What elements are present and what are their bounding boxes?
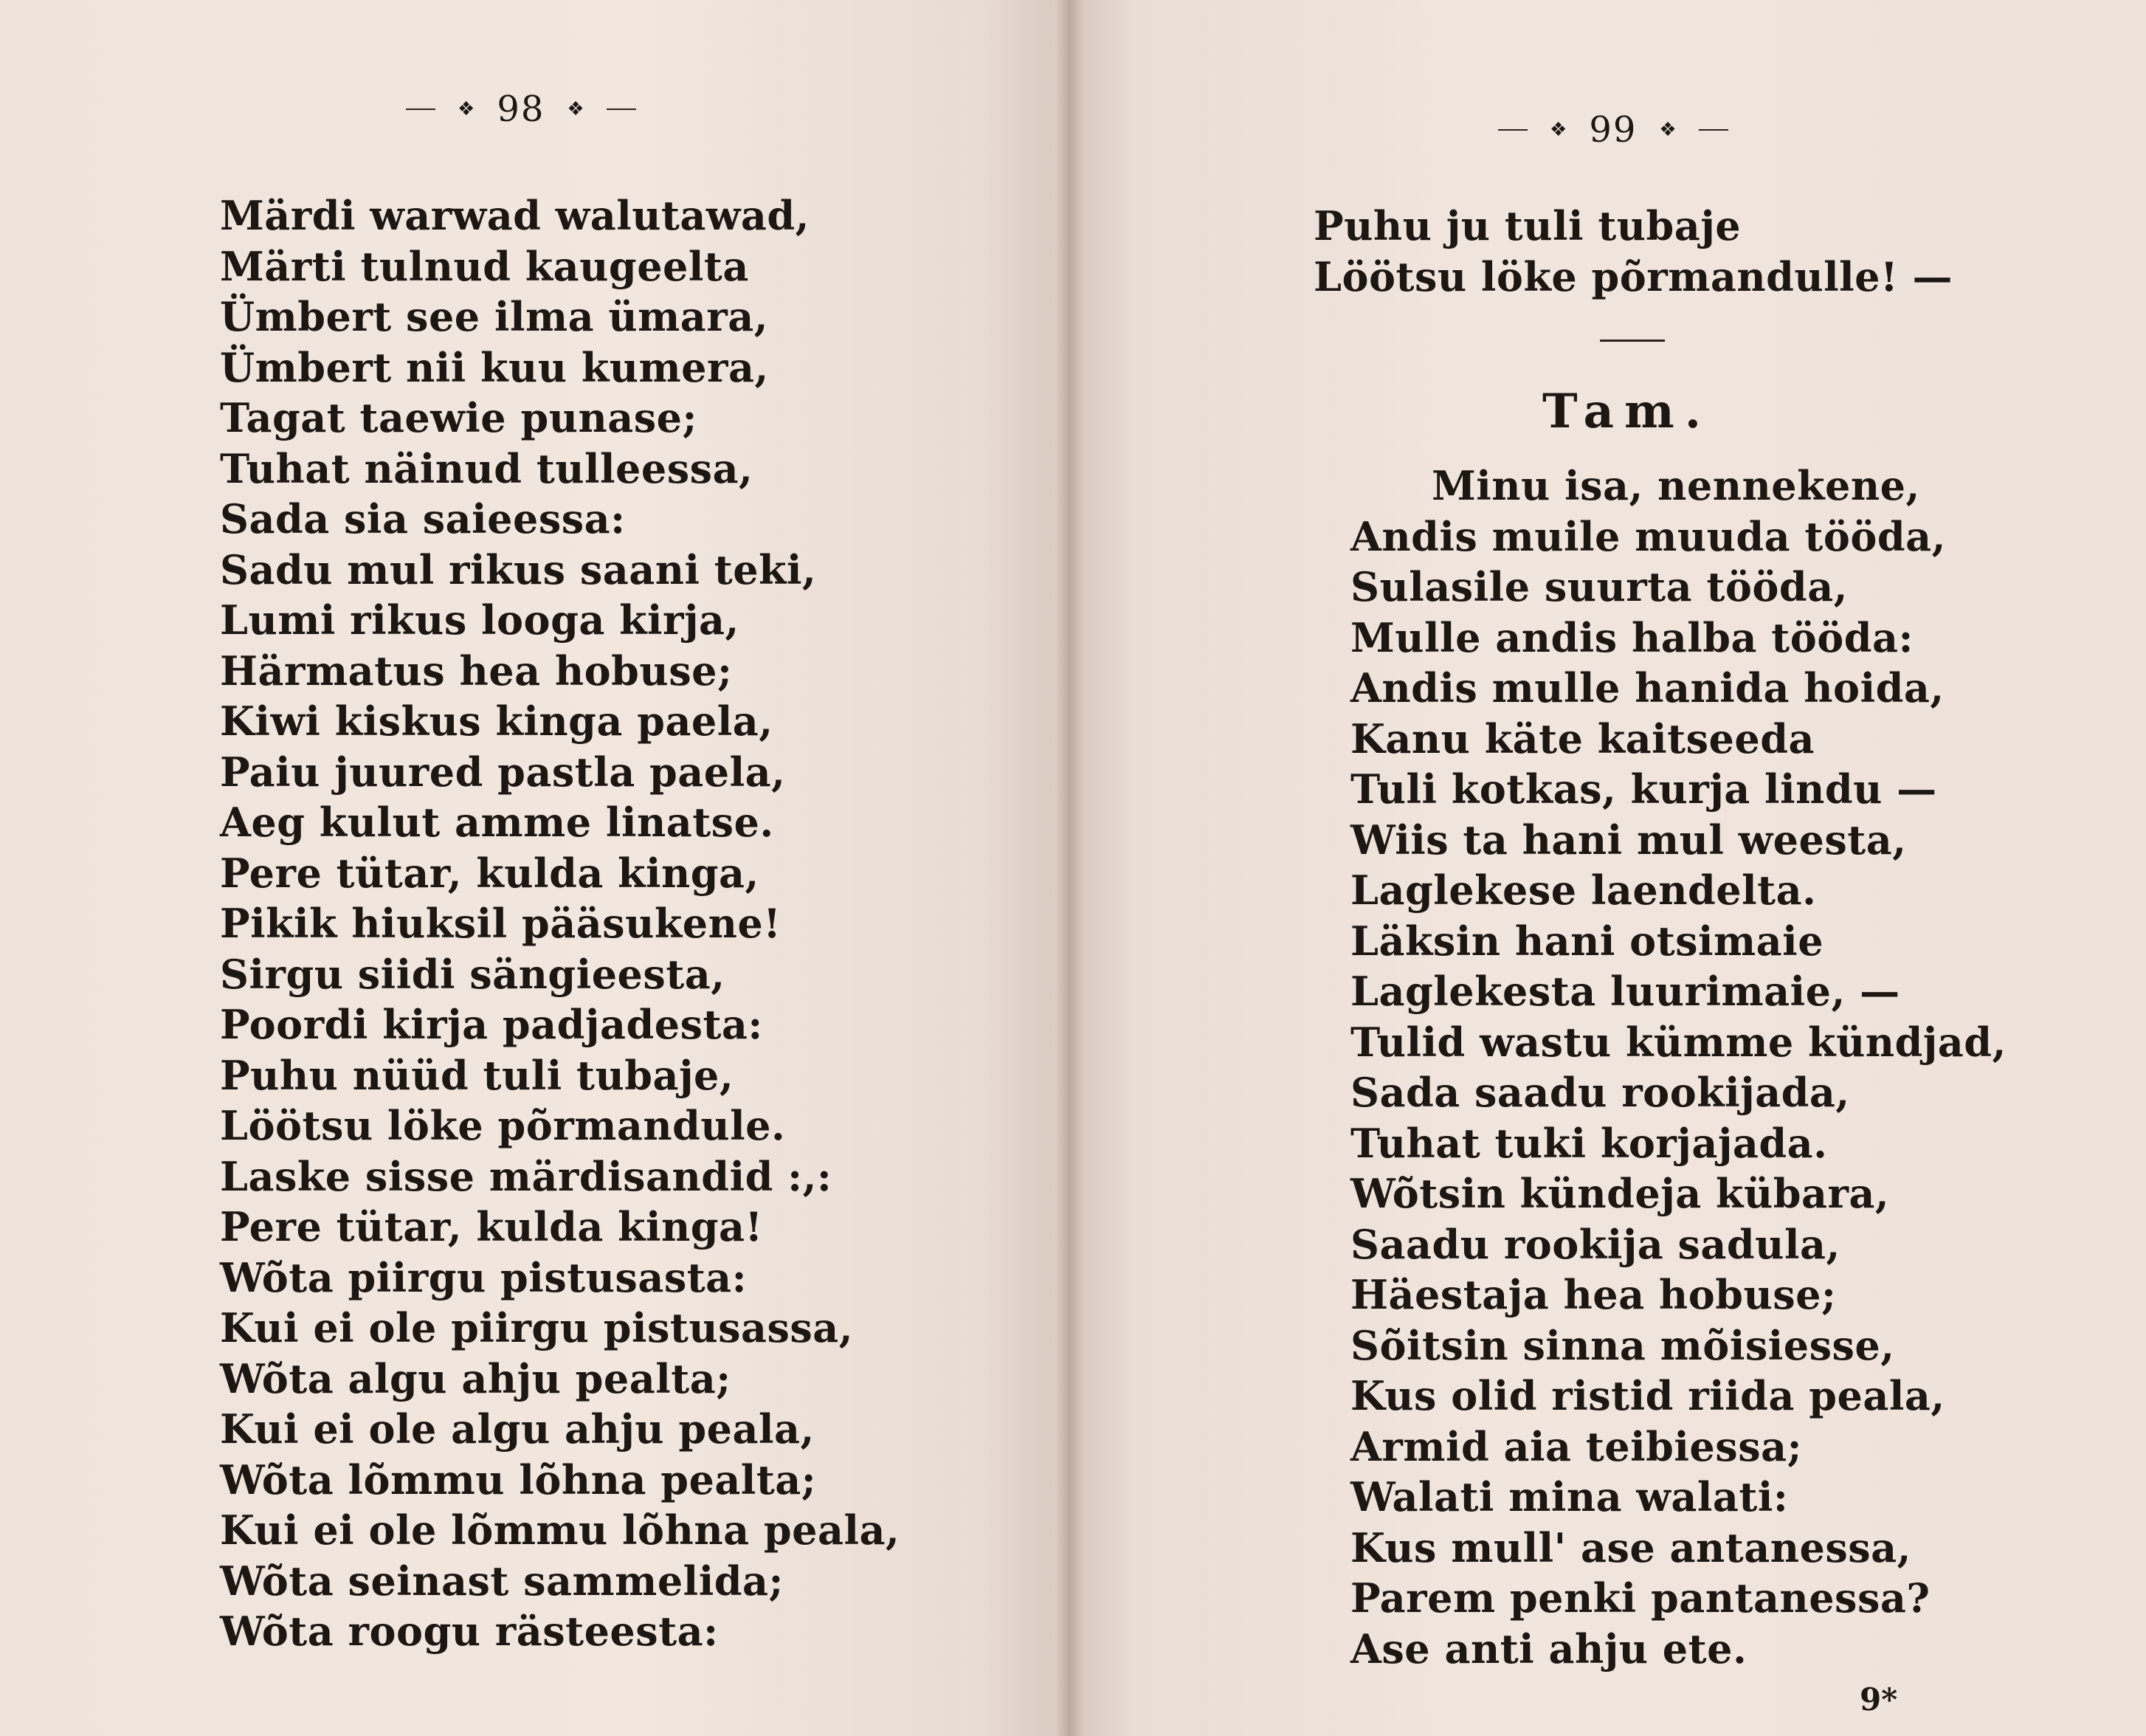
verse-line: Puhu nüüd tuli tubaje, — [220, 1051, 734, 1099]
verse-line: Kiwi kiskus kinga paela, — [220, 698, 773, 745]
verse-line: Ümbert see ilma ümara, — [220, 293, 769, 340]
verse-line: Laske sisse märdisandid :,: — [220, 1152, 832, 1200]
verse-line: Minu isa, nennekene, — [1432, 462, 1920, 509]
verse-line: Sada saadu rookijada, — [1350, 1069, 1850, 1116]
verse-line: Pikik hiuksil pääsukene! — [220, 900, 782, 947]
verse-line: Sõitsin sinna mõisiesse, — [1350, 1321, 1895, 1369]
verse-line: Poordi kirja padjadesta: — [220, 1001, 763, 1048]
verse-line: Sirgu siidi sängieesta, — [220, 950, 725, 998]
verse-line: Wõta lõmmu lõhna pealta; — [220, 1456, 817, 1504]
verse-line: Tuhat tuki korjajada. — [1350, 1119, 1828, 1167]
verse-line: Wõtsin kündeja kübara, — [1350, 1170, 1890, 1217]
verse-line: Tulid wastu kümme kündjad, — [1350, 1018, 2007, 1066]
page-number: 98 — [497, 89, 545, 130]
poem-title: Tam. — [1542, 384, 1711, 439]
verse-line: Aeg kulut amme linatse. — [220, 799, 774, 846]
verse-line: Lumi rikus looga kirja, — [220, 596, 739, 644]
verse-line: Wiis ta hani mul weesta, — [1350, 816, 1907, 864]
verse-line: Läksin hani otsimaie — [1350, 917, 1824, 965]
verse-line: Walati mina walati: — [1350, 1473, 1789, 1520]
verse-line: Mulle andis halba tööda: — [1350, 613, 1914, 661]
verse-line: Andis mulle hanida hoida, — [1350, 664, 1945, 712]
verse-line: Kui ei ole algu ahju peala, — [220, 1405, 815, 1453]
header-rule-left — [1498, 129, 1528, 131]
verse-line: Sadu mul rikus saani teki, — [220, 545, 817, 593]
verse-line: Sulasile suurta tööda, — [1350, 563, 1848, 610]
verse-line: Tuhat näinud tulleessa, — [220, 444, 753, 492]
verse-line: Puhu ju tuli tubaje — [1314, 202, 1742, 249]
verse-line: Sada sia saieessa: — [220, 495, 626, 542]
left-page-verse — [220, 190, 900, 1657]
verse-line: Ümbert nii kuu kumera, — [220, 343, 769, 391]
signature-mark: 9* — [1860, 1681, 1898, 1718]
verse-line: Saadu rookija sadula, — [1350, 1220, 1840, 1268]
left-page — [0, 0, 1069, 1736]
ornament-icon: ❖ — [1659, 119, 1677, 141]
verse-line: Pere tütar, kulda kinga, — [220, 849, 759, 897]
verse-line: Kui ei ole lõmmu lõhna peala, — [220, 1506, 900, 1554]
verse-line: Ase anti ahju ete. — [1350, 1625, 1747, 1673]
ornament-icon: ❖ — [567, 98, 584, 120]
verse-line: Wõta piirgu pistusasta: — [220, 1253, 748, 1301]
right-page-header — [1498, 109, 1728, 151]
continuation-verse — [1314, 201, 1953, 302]
header-rule-right — [607, 108, 636, 110]
verse-line: Pere tütar, kulda kinga! — [220, 1203, 763, 1250]
ornament-icon: ❖ — [458, 98, 475, 120]
header-rule-left — [406, 108, 435, 110]
verse-line: Tagat taewie punase; — [220, 394, 697, 441]
left-page-header — [406, 89, 636, 130]
verse-line: Häestaja hea hobuse; — [1350, 1271, 1837, 1318]
verse-line: Tuli kotkas, kurja lindu — — [1350, 765, 1937, 813]
verse-line: Kus olid ristid riida peala, — [1350, 1372, 1945, 1419]
verse-line: Andis muile muuda tööda, — [1350, 512, 1946, 560]
verse-line: Kui ei ole piirgu pistusassa, — [220, 1304, 854, 1351]
verse-line: Wõta seinast sammelida; — [220, 1557, 784, 1605]
page-number: 99 — [1589, 109, 1638, 151]
verse-line: Wõta algu ahju pealta; — [220, 1354, 731, 1402]
book-gutter — [1055, 0, 1083, 1736]
verse-line: Märdi warwad walutawad, — [220, 192, 810, 239]
verse-line: Laglekese laendelta. — [1350, 867, 1817, 914]
poem-verse — [1350, 461, 2007, 1674]
verse-line: Parem penki pantanessa? — [1350, 1574, 1931, 1622]
verse-line: Wõta roogu rästeesta: — [220, 1608, 719, 1655]
section-divider — [1600, 340, 1665, 342]
verse-line: Löötsu löke põrmandule. — [220, 1102, 786, 1149]
verse-line: Paiu juured pastla paela, — [220, 748, 786, 796]
verse-line: Härmatus hea hobuse; — [220, 647, 733, 695]
header-rule-right — [1699, 129, 1728, 131]
ornament-icon: ❖ — [1550, 119, 1567, 141]
verse-line: Kanu käte kaitseeda — [1350, 714, 1815, 762]
verse-line: Laglekesta luurimaie, — — [1350, 968, 1900, 1015]
verse-line: Märti tulnud kaugeelta — [220, 242, 749, 290]
verse-line: Löötsu löke põrmandulle! — — [1314, 252, 1953, 300]
verse-line: Kus mull' ase antanessa, — [1350, 1523, 1911, 1571]
verse-line: Armid aia teibiessa; — [1350, 1422, 1803, 1470]
